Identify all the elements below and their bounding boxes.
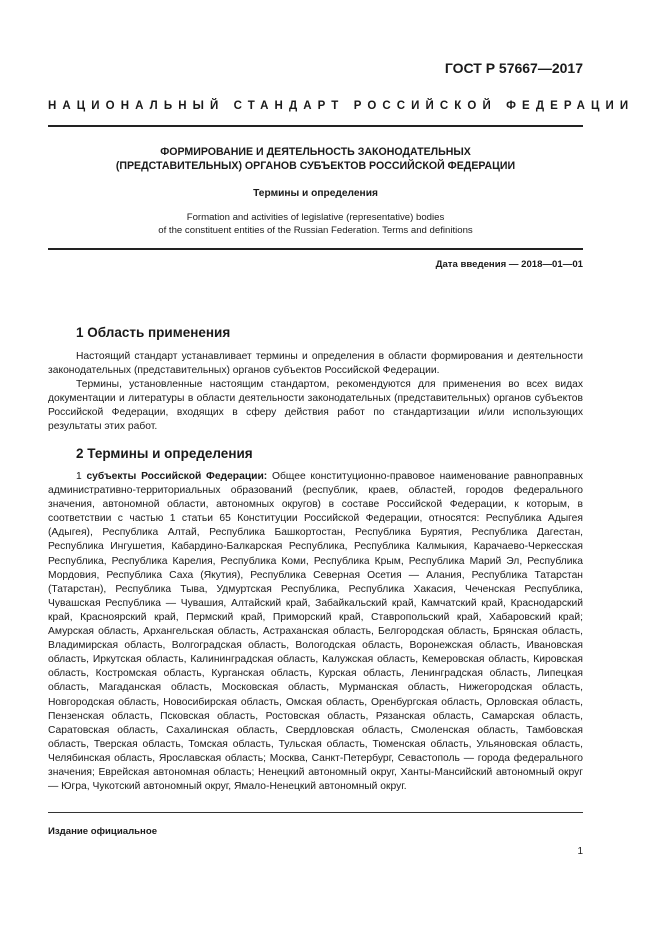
section-1-paragraph-1: Настоящий стандарт устанавливает термины и определения в области формирования и деятельности законодательных (представительных) органов субъектов Российской Федерации. xyxy=(48,351,583,377)
title-line-1: ФОРМИРОВАНИЕ И ДЕЯТЕЛЬНОСТЬ ЗАКОНОДАТЕЛЬНЫХ xyxy=(160,146,471,158)
title-rule xyxy=(48,248,583,250)
introduction-date: Дата введения — 2018—01—01 xyxy=(435,259,583,270)
term-entry xyxy=(48,470,583,794)
footer-rule xyxy=(48,812,583,813)
document-title xyxy=(48,145,583,173)
section-1-paragraph-2: Термины, установленные настоящим стандартом, рекомендуются для применения во всех видах документации и литературы в области деятельности законодательных (представительных) органов субъектов Российской Федерации, входящих в сферу действия работ по стандартизации и/или использующих результаты этих работ. xyxy=(48,379,583,433)
document-subtitle: Термины и определения xyxy=(253,188,378,199)
section-2-heading: 2 Термины и определения xyxy=(76,446,253,461)
document-code: ГОСТ Р 57667—2017 xyxy=(444,60,583,76)
header-rule xyxy=(48,125,583,127)
standard-banner: НАЦИОНАЛЬНЫЙ СТАНДАРТ РОССИЙСКОЙ ФЕДЕРАЦИИ xyxy=(48,100,635,112)
term-definition: Общее конституционно-правовое наименование равноправных административно-территориальных образований (республик, краев, областей, городов федерального значения, автономной области, автономных округов) в составе Российской Федерации, к которым, в соответствии с частью 1 статьи 65 Конституции Российской Федерации, относятся: Республика Адыгея (Адыгея), Республика Алтай, Республика Башкортостан, Республика Бурятия, Республика Дагестан, Республика Ингушетия, Кабардино-Балкарская Республика, Республика Калмыкия, Карачаево-Черкесская Республика, Республика Карелия, Республика Коми, Республика Крым, Республика Марий Эл, Республика Мордовия, Республика Саха (Якутия), Республика Северная Осетия — Алания, Республика Татарстан (Татарстан), Республика Тыва, Удмуртская Республика, Республика Хакасия, Чеченская Республика, Чувашская Республика — Чувашия, Алтайский край, Забайкальский край, Камчатский край, Краснодарский край, Красноярский край, Пермский край, Приморский край, Ставропольский край, Хабаровский край; Амурская область, Архангельская область, Астраханская область, Белгородская область, Брянская область, Владимирская область, Волгоградская область, Вологодская область, Воронежская область, Ивановская область, Иркутская область, Калининградская область, Калужская область, Кемеровская область, Кировская область, Костромская область, Курганская область, Курская область, Ленинградская область, Липецкая область, Магаданская область, Московская область, Мурманская область, Нижегородская область, Новгородская область, Новосибирская область, Омская область, Оренбургская область, Орловская область, Пензенская область, Псковская область, Ростовская область, Рязанская область, Самарская область, Саратовская область, Сахалинская область, Свердловская область, Смоленская область, Тамбовская область, Тверская область, Томская область, Тульская область, Тюменская область, Ульяновская область, Челябинская область, Ярославская область; Москва, Санкт-Петербург, Севастополь — города федерального значения; Еврейская автономная область; Ненецкий автономный округ, Ханты-Мансийский автономный округ — Югра, Чукотский автономный округ, Ямало-Ненецкий автономный округ. xyxy=(48,471,583,793)
english-title xyxy=(48,211,583,237)
page-number: 1 xyxy=(577,846,583,857)
english-title-line-1: Formation and activities of legislative (representative) bodies xyxy=(186,212,445,223)
section-1-heading: 1 Область применения xyxy=(76,325,231,340)
term-number: 1 xyxy=(76,471,82,482)
official-edition-label: Издание официальное xyxy=(48,826,158,837)
english-title-line-2: of the constituent entities of the Russian Federation. Terms and definitions xyxy=(158,225,473,236)
title-line-2: (ПРЕДСТАВИТЕЛЬНЫХ) ОРГАНОВ СУБЪЕКТОВ РОССИЙСКОЙ ФЕДЕРАЦИИ xyxy=(115,160,516,172)
term-name: субъекты Российской Федерации: xyxy=(86,471,268,482)
